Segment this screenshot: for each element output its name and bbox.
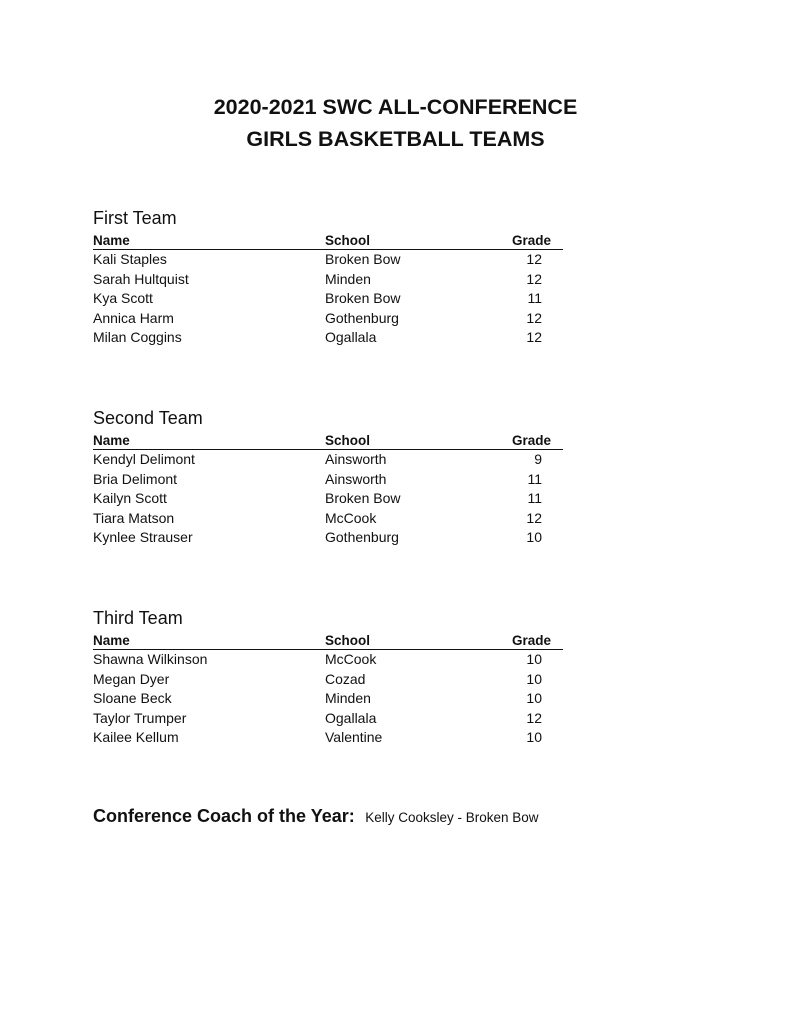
player-school: Ogallala <box>325 329 377 345</box>
document-title-line-2: GIRLS BASKETBALL TEAMS <box>246 127 545 151</box>
table-row <box>93 450 563 470</box>
player-grade: 12 <box>526 309 542 326</box>
second-team-section <box>93 407 563 548</box>
table-header <box>93 432 563 450</box>
player-name: Megan Dyer <box>93 670 170 687</box>
player-school: Cozad <box>325 670 366 687</box>
third-team-section <box>93 607 563 748</box>
player-name: Kailee Kellum <box>93 729 179 745</box>
player-school: McCook <box>325 509 377 526</box>
table-row <box>93 728 563 748</box>
player-name: Kali Staples <box>93 251 167 267</box>
player-grade: 10 <box>526 729 542 745</box>
header-grade: Grade <box>512 233 552 248</box>
header-school: School <box>325 233 371 248</box>
section-title: Second Team <box>93 408 203 428</box>
header-school: School <box>325 433 371 448</box>
player-school: Gothenburg <box>325 309 399 326</box>
player-name: Tiara Matson <box>93 509 175 526</box>
player-school: Minden <box>325 690 371 706</box>
player-grade: 9 <box>534 451 542 467</box>
player-grade: 12 <box>526 251 542 267</box>
player-grade: 10 <box>526 651 542 667</box>
player-school: Valentine <box>325 729 383 745</box>
table-row <box>93 709 563 729</box>
section-title: Third Team <box>93 608 183 628</box>
player-school: Ainsworth <box>325 451 387 467</box>
player-name: Sloane Beck <box>93 690 172 706</box>
player-school: Ainsworth <box>325 470 387 487</box>
header-grade: Grade <box>512 633 552 648</box>
table-row <box>93 328 563 348</box>
player-grade: 12 <box>526 329 542 345</box>
player-grade: 12 <box>526 709 542 726</box>
player-name: Taylor Trumper <box>93 709 187 726</box>
header-grade: Grade <box>512 433 552 448</box>
player-school: Broken Bow <box>325 251 401 267</box>
player-school: Minden <box>325 270 371 287</box>
player-school: Broken Bow <box>325 290 401 306</box>
table-row <box>93 670 563 690</box>
player-grade: 10 <box>526 670 542 687</box>
header-name: Name <box>93 433 130 448</box>
section-title: First Team <box>93 208 177 228</box>
player-name: Bria Delimont <box>93 470 178 487</box>
table-row <box>93 289 563 309</box>
table-row <box>93 650 563 670</box>
table-row <box>93 489 563 509</box>
table-row <box>93 528 563 548</box>
player-grade: 12 <box>526 270 542 287</box>
player-name: Kya Scott <box>93 290 153 306</box>
player-school: Ogallala <box>325 709 377 726</box>
table-row <box>93 270 563 290</box>
player-grade: 10 <box>526 529 542 545</box>
table-row <box>93 689 563 709</box>
coach-name: Kelly Cooksley - Broken Bow <box>365 810 539 825</box>
player-name: Kendyl Delimont <box>93 451 195 467</box>
player-name: Milan Coggins <box>93 329 182 345</box>
table-header <box>93 632 563 650</box>
header-school: School <box>325 633 371 648</box>
player-grade: 12 <box>526 509 542 526</box>
player-name: Shawna Wilkinson <box>93 651 208 667</box>
player-grade: 11 <box>527 470 542 487</box>
header-name: Name <box>93 233 130 248</box>
player-grade: 10 <box>526 690 542 706</box>
player-name: Kailyn Scott <box>93 490 167 506</box>
header-name: Name <box>93 633 130 648</box>
player-school: McCook <box>325 651 377 667</box>
coach-label: Conference Coach of the Year: <box>93 806 355 826</box>
player-name: Kynlee Strauser <box>93 529 193 545</box>
player-school: Gothenburg <box>325 529 399 545</box>
table-row <box>93 250 563 270</box>
document-title-line-1: 2020-2021 SWC ALL-CONFERENCE <box>213 95 578 119</box>
player-name: Sarah Hultquist <box>93 270 189 287</box>
table-row <box>93 509 563 529</box>
player-grade: 11 <box>527 290 542 306</box>
first-team-section <box>93 207 563 348</box>
player-grade: 11 <box>527 490 542 506</box>
table-header <box>93 232 563 250</box>
table-row <box>93 470 563 490</box>
player-name: Annica Harm <box>93 309 174 326</box>
coach-of-the-year <box>93 806 539 827</box>
player-school: Broken Bow <box>325 490 401 506</box>
table-row <box>93 309 563 329</box>
